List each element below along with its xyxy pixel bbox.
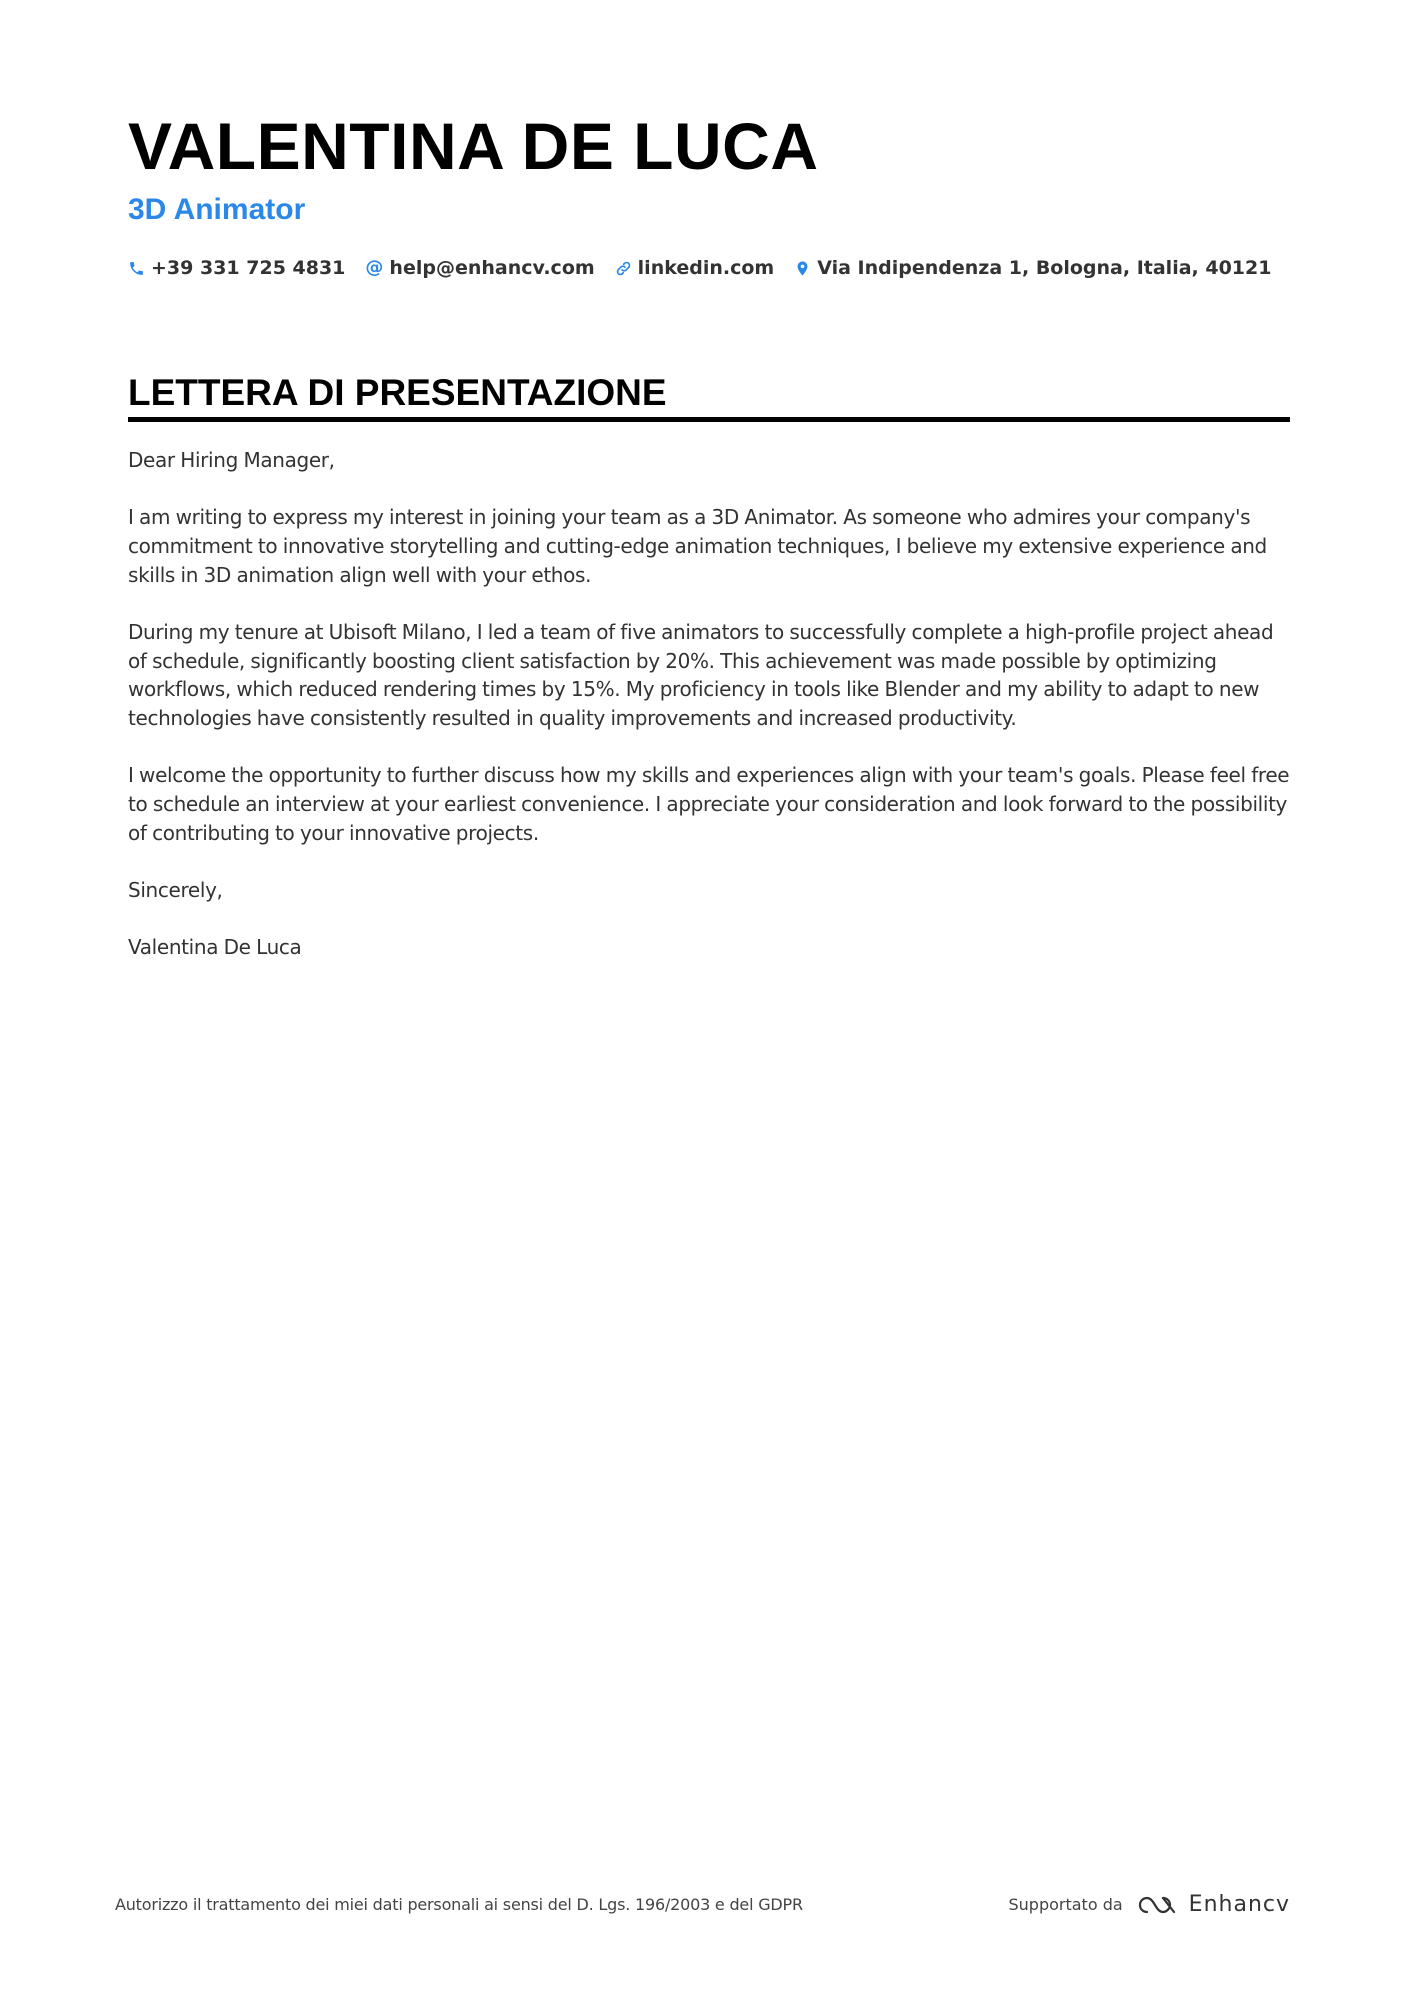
- consent-text: Autorizzo il trattamento dei miei dati personali ai sensi del D. Lgs. 196/2003 e del GDPR: [115, 1895, 803, 1914]
- contact-bar: [128, 257, 1290, 279]
- letter-greeting: Dear Hiring Manager,: [128, 448, 335, 472]
- phone-icon: [128, 260, 145, 277]
- letter-paragraph: I welcome the opportunity to further discuss how my skills and experiences align with your team's goals. Please feel free to schedule an interview at your earliest convenience. I appreciate your consideration and look forward to the possibility of contributing to your innovative projects.: [128, 763, 1290, 845]
- address-text: Via Indipendenza 1, Bologna, Italia, 40121: [817, 257, 1272, 279]
- at-icon: @: [365, 257, 384, 278]
- powered-by-label: Supportato da: [1008, 1895, 1123, 1914]
- cover-letter-page: [128, 108, 1290, 990]
- contact-address: [794, 257, 1271, 279]
- candidate-role: 3D Animator: [128, 193, 306, 226]
- email-text: help@enhancv.com: [389, 257, 595, 279]
- enhancv-logo-icon: [1133, 1893, 1179, 1917]
- page-footer: [115, 1892, 1290, 1917]
- candidate-name: VALENTINA DE LUCA: [128, 109, 819, 183]
- brand-logo: [1133, 1892, 1290, 1917]
- letter-closing: Sincerely,: [128, 877, 223, 902]
- link-text: linkedin.com: [637, 257, 775, 279]
- link-icon: [615, 260, 632, 277]
- phone-text: +39 331 725 4831: [151, 257, 346, 279]
- brand-name: Enhancv: [1188, 1892, 1290, 1917]
- powered-by[interactable]: [1009, 1892, 1291, 1917]
- contact-phone[interactable]: [128, 257, 345, 279]
- letter-paragraph: I am writing to express my interest in joining your team as a 3D Animator. As someone who admires your company's commitment to innovative storytelling and cutting-edge animation techniques, I believe my extensive experience and skills in 3D animation align well with your ethos.: [128, 505, 1267, 587]
- contact-email[interactable]: [365, 257, 594, 279]
- letter-body: [128, 446, 1290, 962]
- contact-link[interactable]: [615, 257, 775, 279]
- location-pin-icon: [794, 260, 811, 277]
- section-divider: [128, 417, 1290, 422]
- letter-signature: Valentina De Luca: [128, 934, 302, 959]
- letter-paragraph: During my tenure at Ubisoft Milano, I led a team of five animators to successfully complete a high-profile project ahead of schedule, significantly boosting client satisfaction by 20%. This achievement was made possible by optimizing workflows, which reduced rendering times by 15%. My proficiency in tools like Blender and my ability to adapt to new technologies have consistently resulted in quality improvements and increased productivity.: [128, 619, 1274, 730]
- section-title: LETTERA DI PRESENTAZIONE: [128, 372, 667, 413]
